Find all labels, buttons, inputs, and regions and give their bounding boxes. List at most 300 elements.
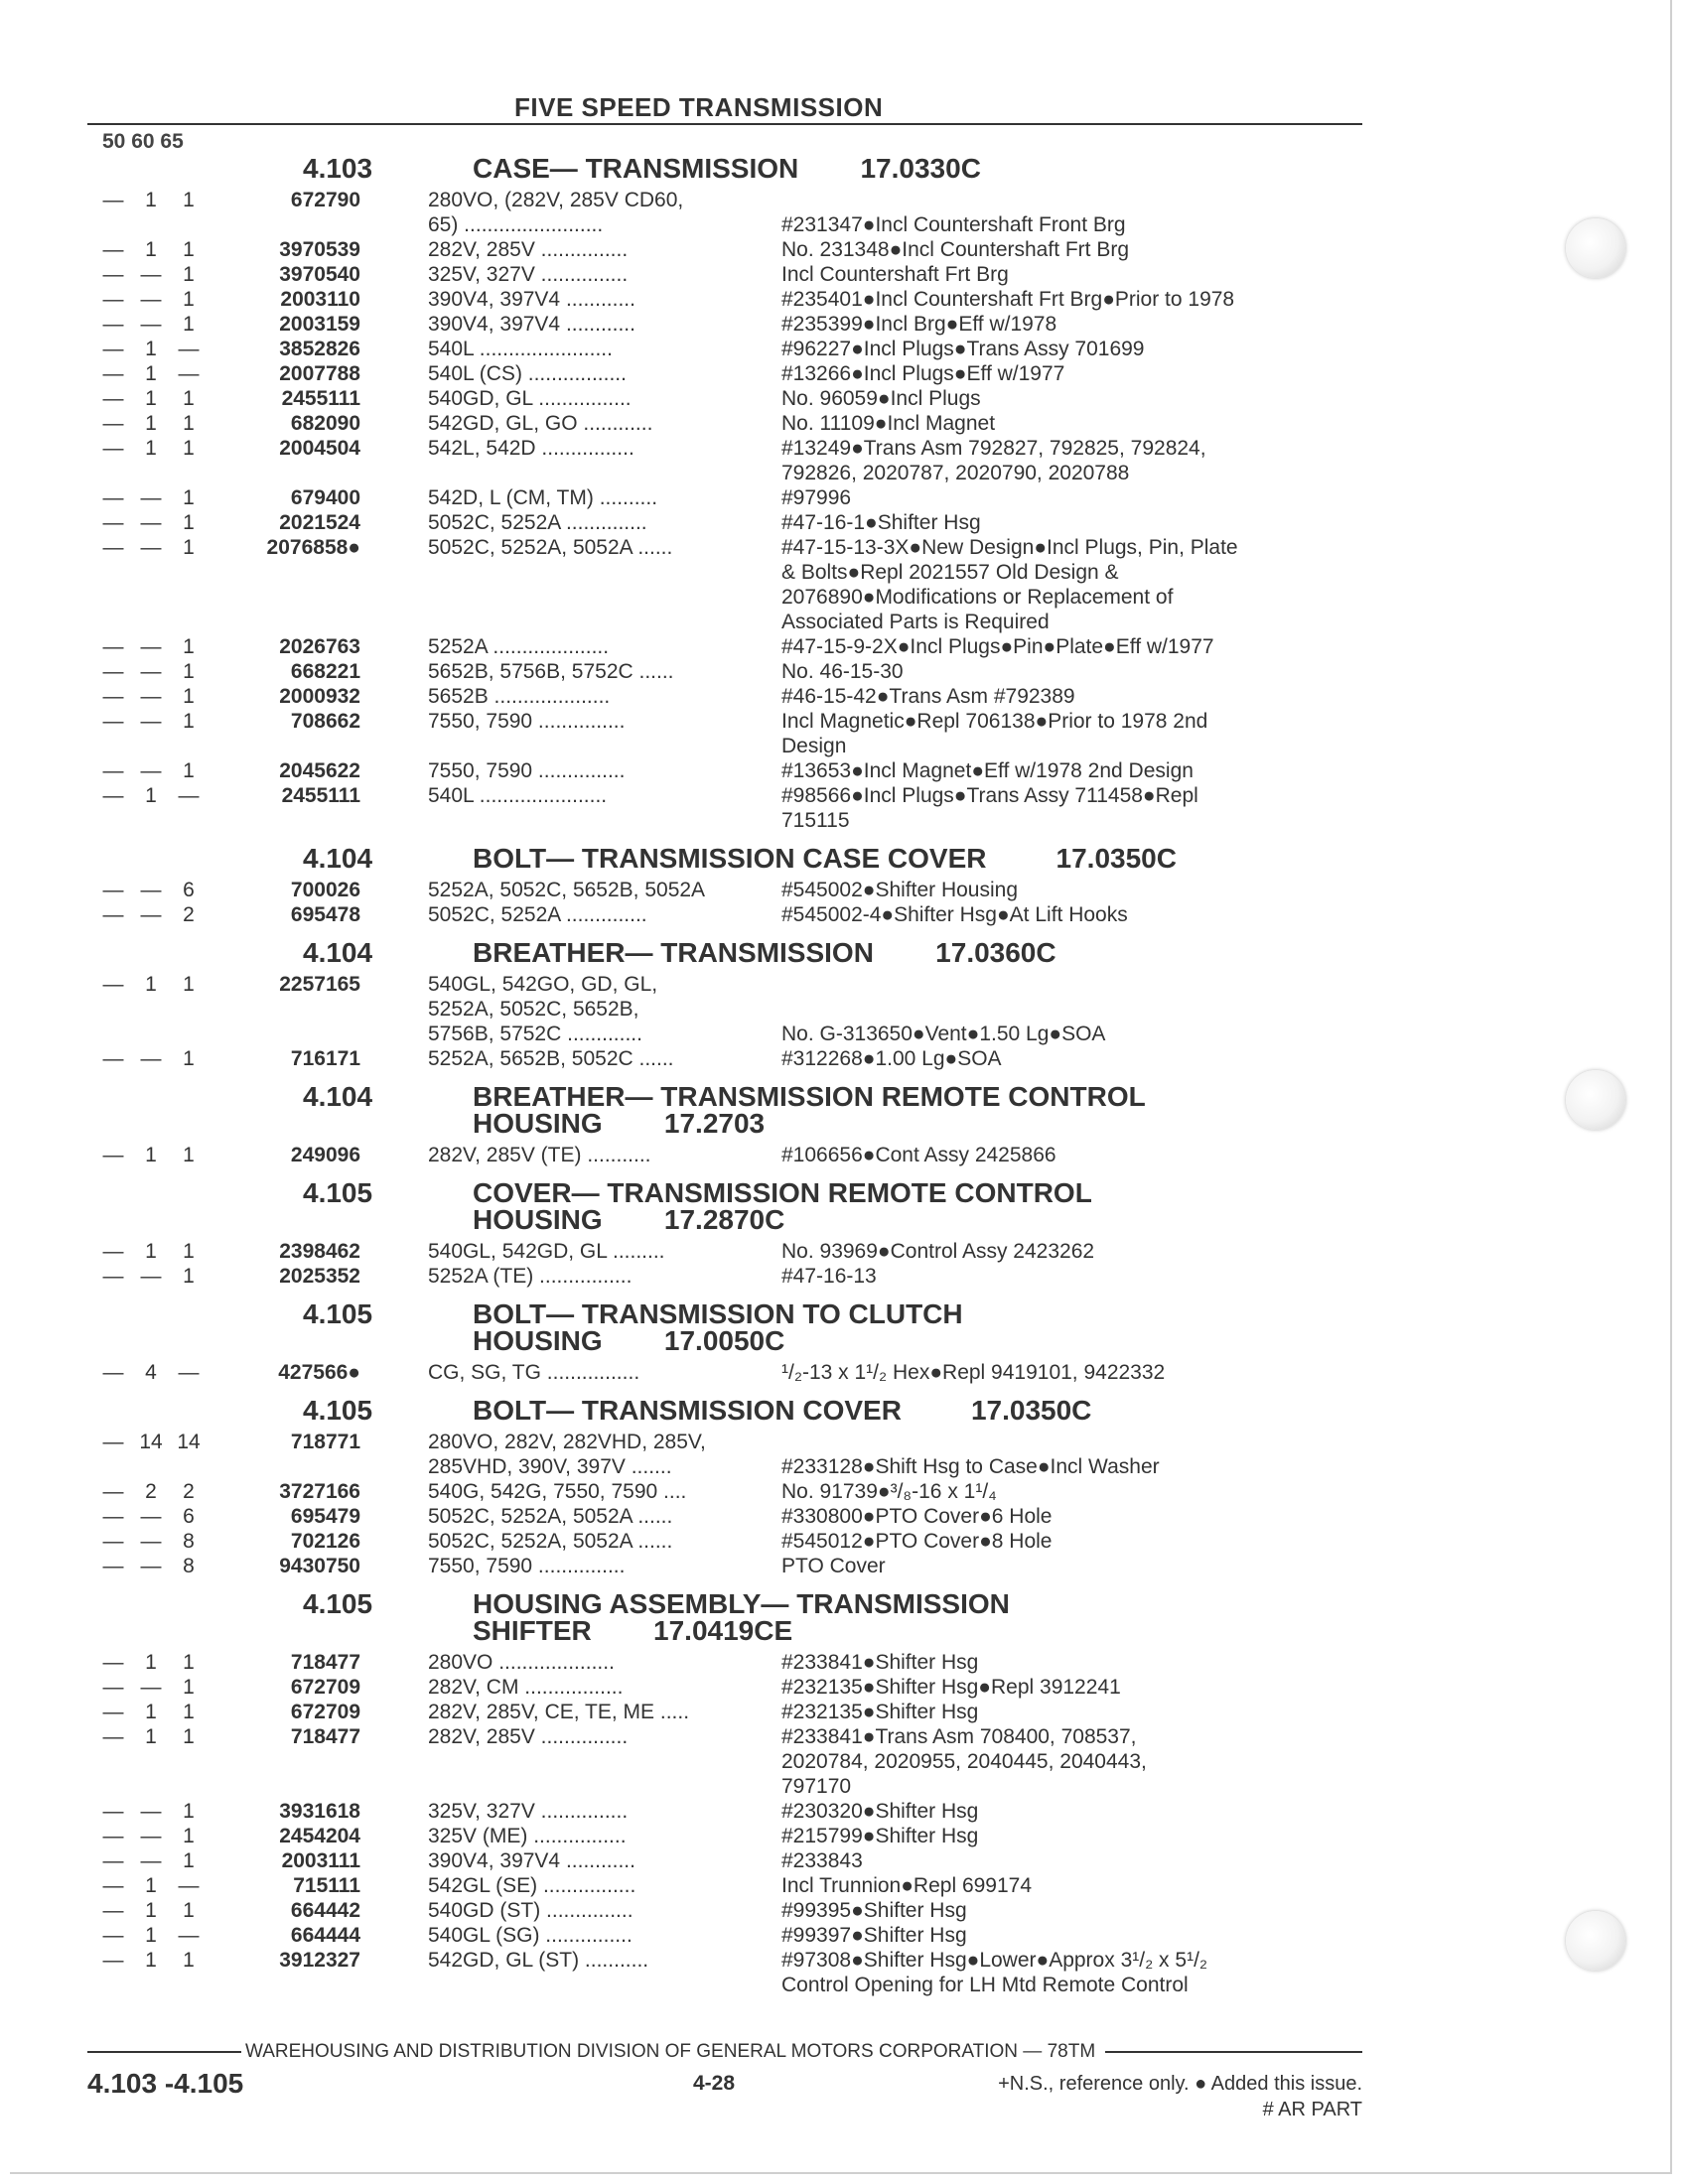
application: 5252A (TE) ................: [428, 1265, 633, 1288]
application: 325V (ME) ................: [428, 1825, 627, 1847]
section-spacer: [0, 1083, 303, 1137]
qty-65: 1: [183, 1144, 195, 1166]
qty-60: 1: [145, 412, 157, 435]
application: 5252A, 5052C, 5652B, 5052A: [428, 879, 706, 901]
qty-60: 1: [145, 1874, 157, 1897]
part-row: [0, 1700, 1688, 1724]
qty-60: —: [140, 879, 162, 901]
qty-60: 1: [145, 1240, 157, 1263]
qty-50: —: [102, 412, 124, 435]
part-row: [0, 1430, 1688, 1479]
part-number: 672709: [290, 1676, 360, 1699]
description: #233843: [781, 1849, 863, 1872]
part-row: [0, 485, 1688, 510]
qty-50: —: [102, 1265, 124, 1288]
qty-65: 1: [183, 536, 195, 559]
description: #47-16-1●Shifter Hsg: [781, 511, 981, 534]
qty-60: 1: [145, 362, 157, 385]
part-number: 695479: [290, 1505, 360, 1528]
footer-legend: +N.S., reference only. ● Added this issue.: [998, 2073, 1362, 2095]
qty-60: 2: [145, 1480, 157, 1503]
application: 540GL (SG) ...............: [428, 1924, 633, 1947]
part-number: 3970540: [279, 263, 360, 286]
part-number: 2455111: [281, 387, 360, 410]
section-title: BREATHER— TRANSMISSION REMOTE CONTROL HOUSING 17.2703: [473, 1081, 1146, 1139]
qty-50: —: [102, 903, 124, 926]
part-number: 716171: [290, 1047, 360, 1070]
qty-65: 1: [183, 1701, 195, 1723]
application: 5652B ....................: [428, 685, 611, 708]
part-number: 427566●: [278, 1361, 360, 1384]
part-number: 718477: [290, 1651, 360, 1674]
qty-65: 1: [183, 1825, 195, 1847]
section-spacer: [0, 845, 303, 872]
description: #230320●Shifter Hsg: [781, 1800, 979, 1823]
part-number: 2076858●: [266, 536, 360, 559]
application: 325V, 327V ...............: [428, 263, 629, 286]
part-number: 3727166: [279, 1480, 360, 1503]
qty-50: —: [102, 685, 124, 708]
qty-65: 1: [183, 1899, 195, 1922]
qty-50: —: [102, 1676, 124, 1699]
application: 5252A, 5652B, 5052C ......: [428, 1047, 674, 1070]
qty-60: —: [140, 1676, 162, 1699]
part-row: [0, 1479, 1688, 1504]
qty-60: —: [140, 1825, 162, 1847]
qty-65: 1: [183, 1240, 195, 1263]
part-row: [0, 972, 1688, 1046]
section-title: COVER— TRANSMISSION REMOTE CONTROL HOUSING 17.2870C: [473, 1177, 1092, 1235]
qty-60: 1: [145, 1701, 157, 1723]
qty-50: —: [102, 1800, 124, 1823]
description: #96227●Incl Plugs●Trans Assy 701699: [781, 338, 1145, 360]
part-number: 3852826: [279, 338, 360, 360]
qty-50: —: [102, 1924, 124, 1947]
footer-division-line: [87, 2041, 1362, 2063]
qty-50: —: [102, 536, 124, 559]
description: #47-15-13-3X●New Design●Incl Plugs, Pin, Plate & Bolts●Repl 2021557 Old Design & 2076890●Modifications or Replacement of Associated Parts is Required: [781, 536, 1238, 633]
application: 390V4, 397V4 ............: [428, 1849, 635, 1872]
qty-50: —: [102, 973, 124, 996]
application: 542GL (SE) ................: [428, 1874, 636, 1897]
qty-50: —: [102, 1480, 124, 1503]
qty-60: 1: [145, 437, 157, 460]
part-row: [0, 436, 1688, 485]
part-number: 2026763: [279, 635, 360, 658]
qty-65: —: [178, 338, 200, 360]
part-number: 718477: [290, 1725, 360, 1748]
qty-50: —: [102, 635, 124, 658]
qty-65: 1: [183, 1676, 195, 1699]
application: 5652B, 5756B, 5752C ......: [428, 660, 674, 683]
page-number: 4-28: [693, 2072, 736, 2095]
qty-65: 1: [183, 759, 195, 782]
part-number: 672790: [290, 189, 360, 211]
part-number: 682090: [290, 412, 360, 435]
qty-65: 1: [183, 437, 195, 460]
qty-50: —: [102, 879, 124, 901]
qty-65: 1: [183, 710, 195, 733]
part-row: [0, 262, 1688, 287]
footer-ar-note: # AR PART: [1262, 2099, 1362, 2120]
qty-60: 1: [145, 973, 157, 996]
application: 540GD, GL ................: [428, 387, 632, 410]
part-number: 3912327: [279, 1949, 360, 1972]
part-row: [0, 1724, 1688, 1799]
part-row: [0, 337, 1688, 361]
application: 540L ......................: [428, 784, 608, 807]
qty-60: 1: [145, 784, 157, 807]
application: 280VO ....................: [428, 1651, 615, 1674]
title-rule: [87, 123, 1362, 125]
qty-60: —: [140, 903, 162, 926]
description: #330800●PTO Cover●6 Hole: [781, 1505, 1053, 1528]
model-columns-header: 50 60 65: [102, 130, 184, 153]
qty-50: —: [102, 1530, 124, 1553]
qty-50: —: [102, 189, 124, 211]
part-number: 695478: [290, 903, 360, 926]
qty-65: —: [178, 1361, 200, 1384]
part-number: 715111: [293, 1874, 360, 1897]
qty-50: —: [102, 784, 124, 807]
part-row: [0, 878, 1688, 902]
description: #98566●Incl Plugs●Trans Assy 711458●Repl 715115: [781, 784, 1198, 832]
part-number: 2000932: [279, 685, 360, 708]
parts-list: [0, 155, 1688, 1997]
qty-65: 1: [183, 189, 195, 211]
application: 5052C, 5252A, 5052A ......: [428, 1505, 673, 1528]
description: No. G-313650●Vent●1.50 Lg●SOA: [781, 1023, 1106, 1045]
part-number: 2004504: [279, 437, 360, 460]
description: #13249●Trans Asm 792827, 792825, 792824, 792826, 2020787, 2020790, 2020788: [781, 437, 1206, 484]
part-number: 664444: [290, 1924, 360, 1947]
qty-65: 1: [183, 263, 195, 286]
section-title: BOLT— TRANSMISSION CASE COVER 17.0350C: [473, 843, 1177, 874]
application: 542GD, GL (ST) ...........: [428, 1949, 649, 1972]
section-title: HOUSING ASSEMBLY— TRANSMISSION SHIFTER 17.0419CE: [473, 1588, 1010, 1646]
qty-50: —: [102, 759, 124, 782]
section-number: 4.104: [303, 843, 373, 874]
description: #233128●Shift Hsg to Case●Incl Washer: [781, 1455, 1160, 1478]
part-number: 2003159: [279, 313, 360, 336]
part-row: [0, 535, 1688, 634]
qty-65: —: [178, 362, 200, 385]
qty-60: 14: [139, 1431, 163, 1453]
part-row: [0, 1650, 1688, 1675]
section-spacer: [0, 1300, 303, 1354]
part-row: [0, 1898, 1688, 1923]
section-number: 4.104: [303, 1081, 373, 1112]
description: #231347●Incl Countershaft Front Brg: [781, 213, 1126, 236]
part-row: [0, 1799, 1688, 1824]
description: No. 91739●³/₈-16 x 1¹/₄: [781, 1480, 997, 1503]
part-number: 2025352: [279, 1265, 360, 1288]
qty-50: —: [102, 1144, 124, 1166]
description: #47-15-9-2X●Incl Plugs●Pin●Plate●Eff w/1977: [781, 635, 1214, 658]
section-number: 4.104: [303, 937, 373, 968]
qty-60: —: [140, 288, 162, 311]
section-header: [0, 845, 1688, 872]
section-spacer: [0, 1397, 303, 1424]
qty-65: 1: [183, 313, 195, 336]
application: 540GD (ST) ...............: [428, 1899, 633, 1922]
part-number: 9430750: [279, 1555, 360, 1577]
description: No. 46-15-30: [781, 660, 904, 683]
application: 542D, L (CM, TM) ..........: [428, 486, 658, 509]
description: #545012●PTO Cover●8 Hole: [781, 1530, 1053, 1553]
section-title: CASE— TRANSMISSION 17.0330C: [473, 153, 981, 184]
application: 282V, 285V ...............: [428, 1725, 629, 1748]
qty-50: —: [102, 486, 124, 509]
application: 540GL, 542GO, GD, GL, 5252A, 5052C, 5652B, 5756B, 5752C .............: [428, 973, 658, 1045]
part-number: 718771: [290, 1431, 360, 1453]
qty-50: —: [102, 362, 124, 385]
qty-65: 8: [183, 1555, 195, 1577]
part-row: [0, 1264, 1688, 1289]
qty-60: —: [140, 1800, 162, 1823]
qty-50: —: [102, 660, 124, 683]
section-header: [0, 1397, 1688, 1424]
part-row: [0, 1360, 1688, 1385]
application: 540L .......................: [428, 338, 613, 360]
part-number: 702126: [290, 1530, 360, 1553]
section-title: BOLT— TRANSMISSION COVER 17.0350C: [473, 1395, 1092, 1426]
section-header: [0, 1179, 1688, 1233]
qty-50: —: [102, 238, 124, 261]
application: 540G, 542G, 7550, 7590 ....: [428, 1480, 687, 1503]
part-number: 679400: [290, 486, 360, 509]
qty-50: —: [102, 1431, 124, 1453]
part-row: [0, 312, 1688, 337]
application: 542GD, GL, GO ............: [428, 412, 653, 435]
description: #97308●Shifter Hsg●Lower●Approx 3¹/₂ x 5¹/₂ Control Opening for LH Mtd Remote Control: [781, 1949, 1208, 1996]
part-row: [0, 188, 1688, 237]
qty-60: —: [140, 536, 162, 559]
qty-60: 1: [145, 338, 157, 360]
part-number: 708662: [290, 710, 360, 733]
section-title: BREATHER— TRANSMISSION 17.0360C: [473, 937, 1056, 968]
qty-65: 1: [183, 1265, 195, 1288]
description: ¹/₂-13 x 1¹/₂ Hex●Repl 9419101, 9422332: [781, 1361, 1166, 1384]
qty-50: —: [102, 288, 124, 311]
qty-65: 1: [183, 412, 195, 435]
application: 5052C, 5252A, 5052A ......: [428, 1530, 673, 1553]
part-row: [0, 1948, 1688, 1997]
application: 5052C, 5252A, 5052A ......: [428, 536, 673, 559]
qty-60: —: [140, 1265, 162, 1288]
application: 540L (CS) .................: [428, 362, 627, 385]
part-row: [0, 1675, 1688, 1700]
qty-50: —: [102, 1849, 124, 1872]
description: No. 96059●Incl Plugs: [781, 387, 981, 410]
qty-50: —: [102, 437, 124, 460]
section-number: 4.105: [303, 1177, 373, 1208]
qty-50: —: [102, 1047, 124, 1070]
qty-60: —: [140, 1530, 162, 1553]
qty-65: 1: [183, 238, 195, 261]
qty-50: —: [102, 1725, 124, 1748]
part-number: 700026: [290, 879, 360, 901]
description: PTO Cover: [781, 1555, 886, 1577]
part-row: [0, 659, 1688, 684]
qty-50: —: [102, 710, 124, 733]
qty-60: 1: [145, 238, 157, 261]
qty-50: —: [102, 1701, 124, 1723]
section-spacer: [0, 1179, 303, 1233]
application: 325V, 327V ...............: [428, 1800, 629, 1823]
part-row: [0, 1848, 1688, 1873]
part-row: [0, 1239, 1688, 1264]
description: Incl Magnetic●Repl 706138●Prior to 1978 2nd Design: [781, 710, 1208, 757]
application: 390V4, 397V4 ............: [428, 288, 635, 311]
application: 540GL, 542GD, GL .........: [428, 1240, 665, 1263]
qty-65: 1: [183, 635, 195, 658]
qty-60: 1: [145, 1924, 157, 1947]
description: #215799●Shifter Hsg: [781, 1825, 979, 1847]
part-row: [0, 634, 1688, 659]
qty-50: —: [102, 1825, 124, 1847]
qty-50: —: [102, 1899, 124, 1922]
part-row: [0, 684, 1688, 709]
qty-60: —: [140, 486, 162, 509]
description: #233841●Trans Asm 708400, 708537, 2020784, 2020955, 2040445, 2040443, 797170: [781, 1725, 1147, 1798]
application: 282V, 285V ...............: [428, 238, 629, 261]
part-number: 2003110: [280, 288, 360, 311]
description: No. 93969●Control Assy 2423262: [781, 1240, 1095, 1263]
application: 282V, CM .................: [428, 1676, 624, 1699]
qty-65: 8: [183, 1530, 195, 1553]
section-title: BOLT— TRANSMISSION TO CLUTCH HOUSING 17.0050C: [473, 1298, 963, 1356]
section-spacer: [0, 939, 303, 966]
qty-65: 1: [183, 288, 195, 311]
footer-rule-right: [1105, 2051, 1362, 2053]
part-row: [0, 902, 1688, 927]
qty-60: —: [140, 263, 162, 286]
page-title: FIVE SPEED TRANSMISSION: [514, 92, 884, 122]
description: #99395●Shifter Hsg: [781, 1899, 967, 1922]
application: 280VO, 282V, 282VHD, 285V, 285VHD, 390V, 397V .......: [428, 1431, 706, 1478]
part-number: 2007788: [279, 362, 360, 385]
footer-rule-left: [87, 2051, 241, 2053]
section-header: [0, 1083, 1688, 1137]
description: #13653●Incl Magnet●Eff w/1978 2nd Design: [781, 759, 1194, 782]
qty-60: —: [140, 685, 162, 708]
qty-60: 1: [145, 1725, 157, 1748]
qty-60: —: [140, 635, 162, 658]
qty-65: 1: [183, 685, 195, 708]
section-number: 4.105: [303, 1588, 373, 1619]
description: #46-15-42●Trans Asm #792389: [781, 685, 1075, 708]
application: 7550, 7590 ...............: [428, 710, 626, 733]
part-row: [0, 783, 1688, 833]
qty-65: 1: [183, 1047, 195, 1070]
description: #545002●Shifter Housing: [781, 879, 1019, 901]
part-number: 3970539: [279, 238, 360, 261]
part-row: [0, 411, 1688, 436]
qty-65: 1: [183, 1949, 195, 1972]
application: 7550, 7590 ...............: [428, 1555, 626, 1577]
qty-60: —: [140, 511, 162, 534]
qty-65: 1: [183, 387, 195, 410]
part-number: 2455111: [281, 784, 360, 807]
description: #13266●Incl Plugs●Eff w/1977: [781, 362, 1065, 385]
application: CG, SG, TG ................: [428, 1361, 640, 1384]
application: 5252A ....................: [428, 635, 610, 658]
section-number: 4.105: [303, 1298, 373, 1329]
qty-50: —: [102, 1361, 124, 1384]
qty-60: —: [140, 660, 162, 683]
section-spacer: [0, 155, 303, 182]
part-row: [0, 1504, 1688, 1529]
description: Incl Countershaft Frt Brg: [781, 263, 1009, 286]
qty-60: —: [140, 1849, 162, 1872]
qty-65: 1: [183, 1849, 195, 1872]
qty-50: —: [102, 1949, 124, 1972]
qty-60: 1: [145, 387, 157, 410]
section-header: [0, 1300, 1688, 1354]
qty-50: —: [102, 338, 124, 360]
qty-60: —: [140, 710, 162, 733]
footer-division: WAREHOUSING AND DISTRIBUTION DIVISION OF GENERAL MOTORS CORPORATION — 78TM: [245, 2041, 1096, 2062]
qty-60: 1: [145, 1949, 157, 1972]
qty-60: 1: [145, 1899, 157, 1922]
part-row: [0, 361, 1688, 386]
application: 542L, 542D ................: [428, 437, 634, 460]
qty-60: —: [140, 1505, 162, 1528]
qty-50: —: [102, 387, 124, 410]
application: 5052C, 5252A ..............: [428, 511, 647, 534]
part-number: 2003111: [281, 1849, 360, 1872]
qty-65: 1: [183, 511, 195, 534]
part-number: 2257165: [279, 973, 360, 996]
qty-60: 1: [145, 189, 157, 211]
qty-60: 1: [145, 1144, 157, 1166]
part-row: [0, 510, 1688, 535]
description: Incl Trunnion●Repl 699174: [781, 1874, 1033, 1897]
part-number: 2021524: [279, 511, 360, 534]
qty-50: —: [102, 1240, 124, 1263]
qty-60: 4: [145, 1361, 157, 1384]
section-header: [0, 939, 1688, 966]
section-number: 4.105: [303, 1395, 373, 1426]
application: 390V4, 397V4 ............: [428, 313, 635, 336]
application: 282V, 285V, CE, TE, ME .....: [428, 1701, 690, 1723]
qty-65: 1: [183, 973, 195, 996]
qty-50: —: [102, 263, 124, 286]
description: #233841●Shifter Hsg: [781, 1651, 979, 1674]
description: #545002-4●Shifter Hsg●At Lift Hooks: [781, 903, 1128, 926]
qty-65: —: [178, 1874, 200, 1897]
qty-65: 2: [183, 1480, 195, 1503]
description: #232135●Shifter Hsg●Repl 3912241: [781, 1676, 1121, 1699]
part-row: [0, 709, 1688, 758]
qty-65: 1: [183, 660, 195, 683]
part-row: [0, 1046, 1688, 1071]
qty-60: 1: [145, 1651, 157, 1674]
qty-50: —: [102, 1874, 124, 1897]
description: #312268●1.00 Lg●SOA: [781, 1047, 1002, 1070]
qty-50: —: [102, 1505, 124, 1528]
qty-65: 1: [183, 1725, 195, 1748]
qty-65: 1: [183, 1800, 195, 1823]
section-number: 4.103: [303, 153, 373, 184]
qty-65: 1: [183, 486, 195, 509]
description: #106656●Cont Assy 2425866: [781, 1144, 1056, 1166]
section-spacer: [0, 1590, 303, 1644]
part-row: [0, 287, 1688, 312]
description: #99397●Shifter Hsg: [781, 1924, 967, 1947]
description: #97996: [781, 486, 852, 509]
